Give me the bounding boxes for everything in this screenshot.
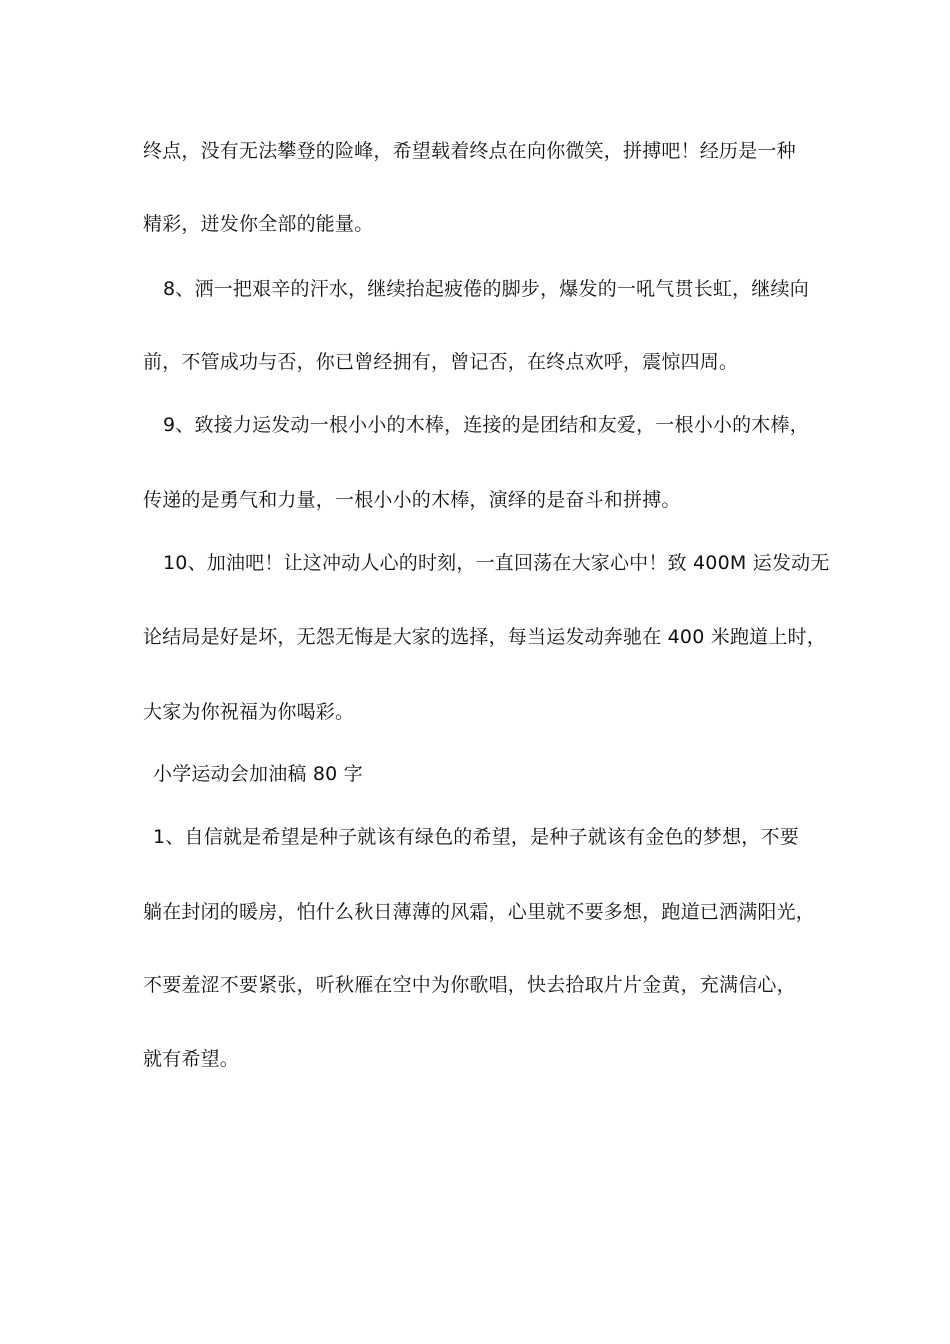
section-heading: 小学运动会加油稿 80 字 [153, 763, 363, 785]
text-line: 9、致接力运发动一根小小的木棒，连接的是团结和友爱，一根小小的木棒， [163, 414, 809, 436]
text-line: 精彩，迸发你全部的能量。 [143, 213, 374, 235]
text-line: 10、加油吧！让这冲动人心的时刻，一直回荡在大家心中！致 400M 运发动无 [163, 552, 830, 574]
text-line: 论结局是好是坏，无怨无悔是大家的选择，每当运发动奔驰在 400 米跑道上时， [143, 626, 826, 648]
text-line: 1、自信就是希望是种子就该有绿色的希望，是种子就该有金色的梦想，不要 [153, 826, 799, 848]
text-line: 就有希望。 [143, 1048, 240, 1070]
text-line: 终点，没有无法攀登的险峰，希望载着终点在向你微笑，拼搏吧！经历是一种 [143, 140, 796, 162]
text-line: 传递的是勇气和力量，一根小小的木棒，演绎的是奋斗和拼搏。 [143, 489, 681, 511]
text-line: 不要羞涩不要紧张，听秋雁在空中为你歌唱，快去拾取片片金黄，充满信心， [143, 974, 796, 996]
text-line: 大家为你祝福为你喝彩。 [143, 701, 355, 723]
text-line: 躺在封闭的暖房，怕什么秋日薄薄的风霜，心里就不要多想，跑道已洒满阳光， [143, 901, 816, 923]
text-line: 前，不管成功与否，你已曾经拥有，曾记否，在终点欢呼，震惊四周。 [143, 351, 739, 373]
text-line: 8、洒一把艰辛的汗水，继续抬起疲倦的脚步，爆发的一吼气贯长虹，继续向 [163, 278, 809, 300]
